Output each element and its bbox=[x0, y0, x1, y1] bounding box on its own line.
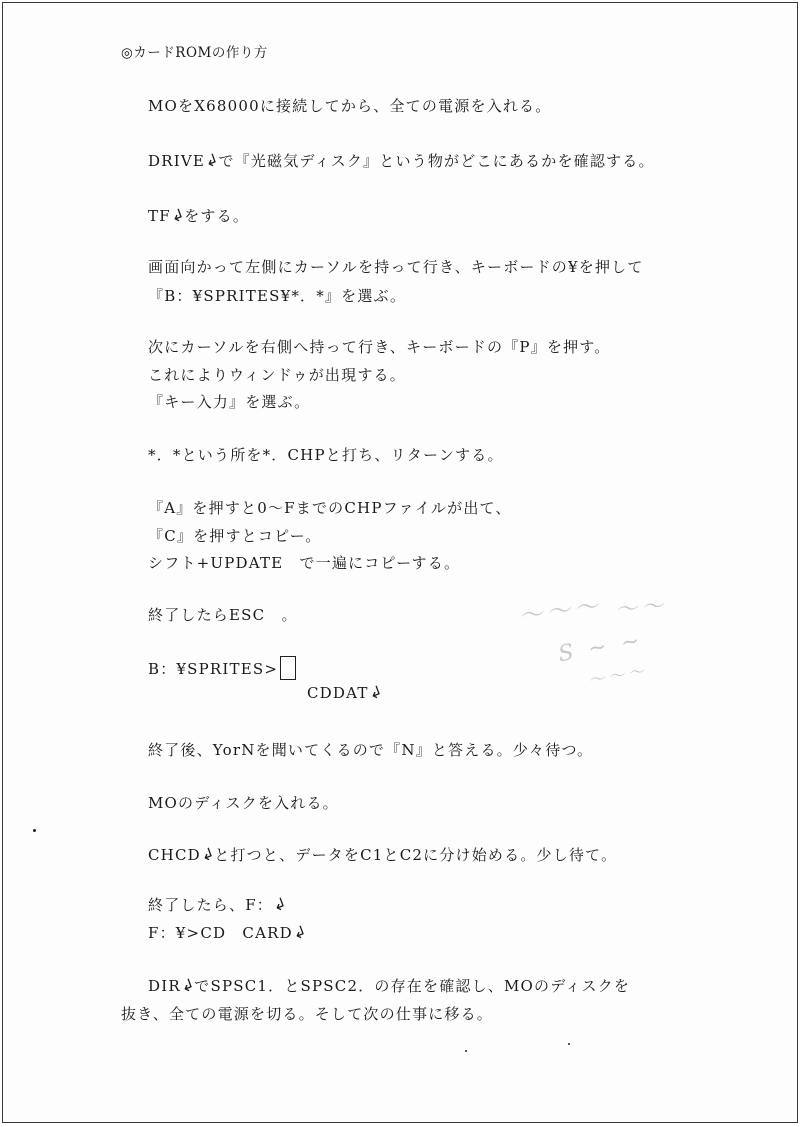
step-insert-disk: MOのディスクを入れる。 bbox=[148, 794, 339, 812]
step-esc: 終了したらESC 。 bbox=[148, 606, 298, 624]
step-press-p: 次にカーソルを右側へ持って行き、キーボードの『P』を押す。 bbox=[148, 338, 611, 356]
bleed-through-handwriting: 〜〜〜 bbox=[516, 591, 604, 631]
step-shift-update: シフト+UPDATE で一遍にコピーする。 bbox=[148, 554, 461, 572]
instruction-text: で『光磁気ディスク』という物がどこにあるかを確認する。 bbox=[218, 152, 655, 170]
return-arrow-icon: ↲ bbox=[202, 149, 222, 172]
bleed-through-handwriting: S ∼ ∼ bbox=[556, 627, 646, 668]
prompt-text: B：¥SPRITES> bbox=[148, 660, 279, 678]
bleed-through-handwriting: 〜〜〜 bbox=[586, 660, 650, 691]
step-power-off: 抜き、全ての電源を切る。そして次の仕事に移る。 bbox=[121, 1005, 494, 1023]
prompt-line bbox=[148, 656, 296, 680]
return-arrow-icon: ↲ bbox=[198, 843, 218, 866]
command-text: F：¥>CD CARD bbox=[148, 924, 293, 942]
step-dir bbox=[148, 975, 630, 996]
document-page bbox=[2, 2, 798, 1123]
step-press-c: 『C』を押すとコピー。 bbox=[148, 527, 322, 545]
scan-speck bbox=[465, 1050, 467, 1052]
instruction-text: 終了したら、F： bbox=[148, 896, 274, 914]
step-window-appears: これによりウィンドゥが出現する。 bbox=[148, 366, 406, 384]
step-tf bbox=[148, 205, 249, 226]
text-cursor bbox=[280, 656, 296, 680]
scan-speck bbox=[568, 1043, 570, 1045]
command-text: CHCD bbox=[148, 846, 201, 864]
step-select-sprites-2: 『B：¥SPRITES¥*．*』を選ぶ。 bbox=[148, 287, 407, 305]
return-arrow-icon: ↲ bbox=[270, 893, 290, 916]
step-connect-mo: MOをX68000に接続してから、全ての電源を入れる。 bbox=[148, 97, 552, 115]
instruction-text: をする。 bbox=[184, 207, 250, 225]
step-press-a: 『A』を押すと0～FまでのCHPファイルが出て、 bbox=[148, 499, 512, 517]
return-arrow-icon: ↲ bbox=[167, 204, 188, 227]
command-cddat bbox=[307, 681, 385, 704]
scan-speck bbox=[33, 829, 36, 832]
document-title: ◎カードROMの作り方 bbox=[121, 45, 268, 61]
return-arrow-icon: ↲ bbox=[178, 974, 198, 997]
step-drive-f bbox=[148, 893, 290, 916]
step-drive bbox=[148, 150, 655, 171]
command-text: TF bbox=[148, 207, 171, 225]
step-type-chp: *．*という所を*．CHPと打ち、リターンする。 bbox=[148, 446, 504, 464]
return-arrow-icon: ↲ bbox=[365, 681, 385, 704]
step-cd-card bbox=[148, 921, 310, 944]
command-text: DIR bbox=[148, 977, 181, 995]
command-text: DRIVE bbox=[148, 152, 206, 170]
instruction-text: でSPSC1．とSPSC2．の存在を確認し、MOのディスクを bbox=[194, 977, 631, 995]
step-chcd bbox=[148, 844, 617, 865]
command-text: CDDAT bbox=[307, 684, 369, 702]
instruction-text: と打つと、データをC1とC2に分け始める。少し待て。 bbox=[214, 846, 618, 864]
step-answer-n: 終了後、YorNを聞いてくるので『N』と答える。少々待つ。 bbox=[148, 741, 594, 759]
return-arrow-icon: ↲ bbox=[290, 921, 310, 944]
bleed-through-handwriting: 〜〜 bbox=[614, 593, 669, 624]
step-key-input: 『キー入力』を選ぶ。 bbox=[148, 393, 311, 411]
step-select-sprites-1: 画面向かって左側にカーソルを持って行き、キーボードの¥を押して bbox=[148, 258, 644, 276]
